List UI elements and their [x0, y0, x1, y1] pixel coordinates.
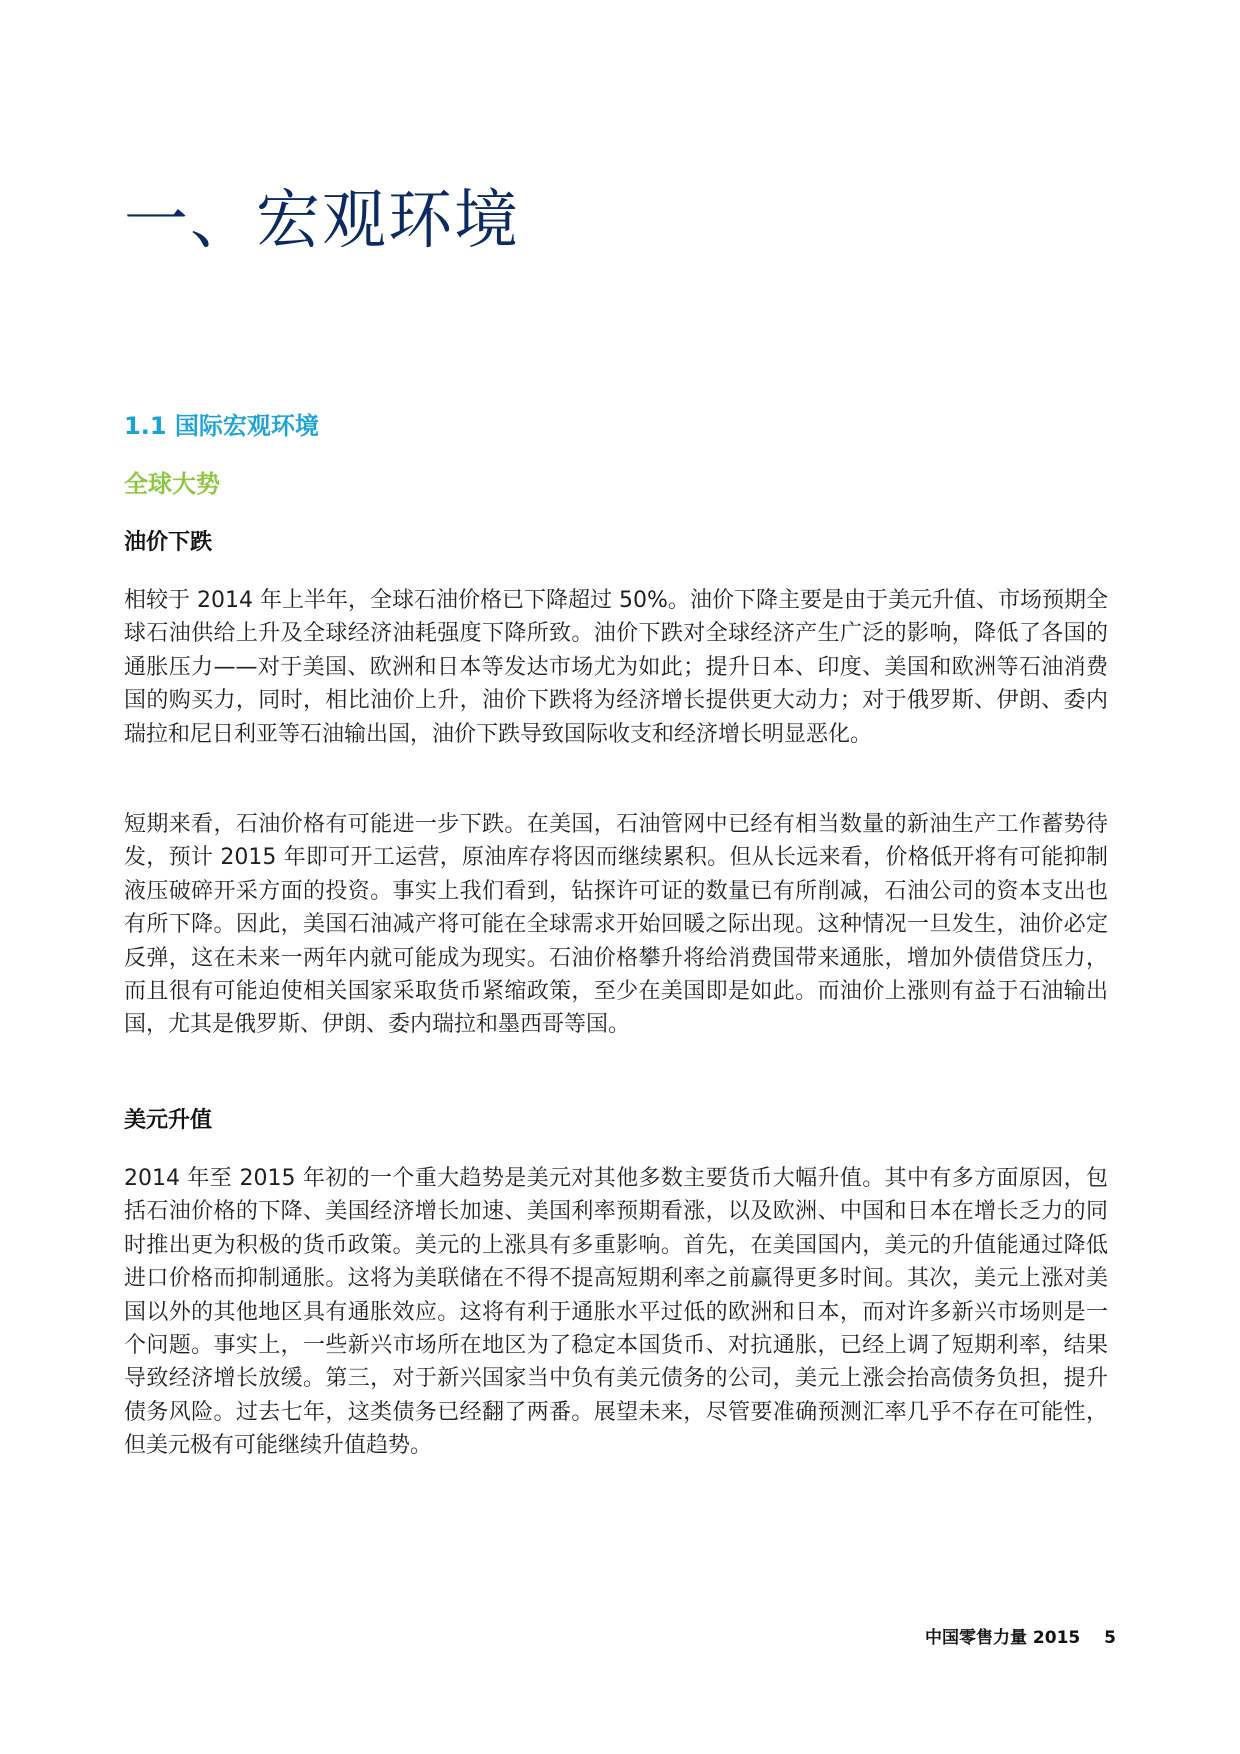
paragraph-oil-price-1: 相较于 2014 年上半年，全球石油价格已下降超过 50%。油价下降主要是由于美元升值、市场预期全球石油供给上升及全球经济油耗强度下降所致。油价下跌对全球经济产生广泛的影响，降低了各国的通胀压力——对于美国、欧洲和日本等发达市场尤为如此；提升日本、印度、美国和欧洲等石油消费国的购买力，同时，相比油价上升，油价下跌将为经济增长提供更大动力；对于俄罗斯、伊朗、委内瑞拉和尼日利亚等石油输出国，油价下跌导致国际收支和经济增长明显恶化。 — [124, 588, 1108, 747]
page-footer — [925, 1626, 1116, 1650]
chapter-title: 一、宏观环境 — [124, 184, 520, 258]
section-heading: 1.1 国际宏观环境 — [124, 412, 319, 440]
paragraph-oil-price-2: 短期来看，石油价格有可能进一步下跌。在美国，石油管网中已经有相当数量的新油生产工作蓄势待发，预计 2015 年即可开工运营，原油库存将因而继续累积。但从长远来看，价格低开将有可能抑制液压破碎开采方面的投资。事实上我们看到，钻探许可证的数量已有所削减，石油公司的资本支出也有所下降。因此，美国石油减产将可能在全球需求开始回暖之际出现。这种情况一旦发生，油价必定反弹，这在未来一两年内就可能成为现实。石油价格攀升将给消费国带来通胀，增加外债借贷压力，而且很有可能迫使相关国家采取货币紧缩政策，至少在美国即是如此。而油价上涨则有益于石油输出国，尤其是俄罗斯、伊朗、委内瑞拉和墨西哥等国。 — [124, 812, 1108, 1038]
paragraph-usd-appreciation-1: 2014 年至 2015 年初的一个重大趋势是美元对其他多数主要货币大幅升值。其中有多方面原因，包括石油价格的下降、美国经济增长加速、美国利率预期看涨，以及欧洲、中国和日本在增长乏力的同时推出更为积极的货币政策。美元的上涨具有多重影响。首先，在美国国内，美元的升值能通过降低进口价格而抑制通胀。这将为美联储在不得不提高短期利率之前赢得更多时间。其次，美元上涨对美国以外的其他地区具有通胀效应。这将有利于通胀水平过低的欧洲和日本，而对许多新兴市场则是一个问题。事实上，一些新兴市场所在地区为了稳定本国货币、对抗通胀，已经上调了短期利率，结果导致经济增长放缓。第三，对于新兴国家当中负有美元债务的公司，美元上涨会抬高债务负担，提升债务风险。过去七年，这类债务已经翻了两番。展望未来，尽管要准确预测汇率几乎不存在可能性，但美元极有可能继续升值趋势。 — [124, 1166, 1108, 1459]
footer-publication-title: 中国零售力量 2015 — [925, 1628, 1081, 1648]
page-number: 5 — [1104, 1628, 1116, 1648]
topic-heading-usd-appreciation: 美元升值 — [124, 1108, 213, 1133]
topic-heading-oil-price: 油价下跌 — [124, 530, 213, 555]
subsection-heading: 全球大势 — [124, 470, 220, 498]
